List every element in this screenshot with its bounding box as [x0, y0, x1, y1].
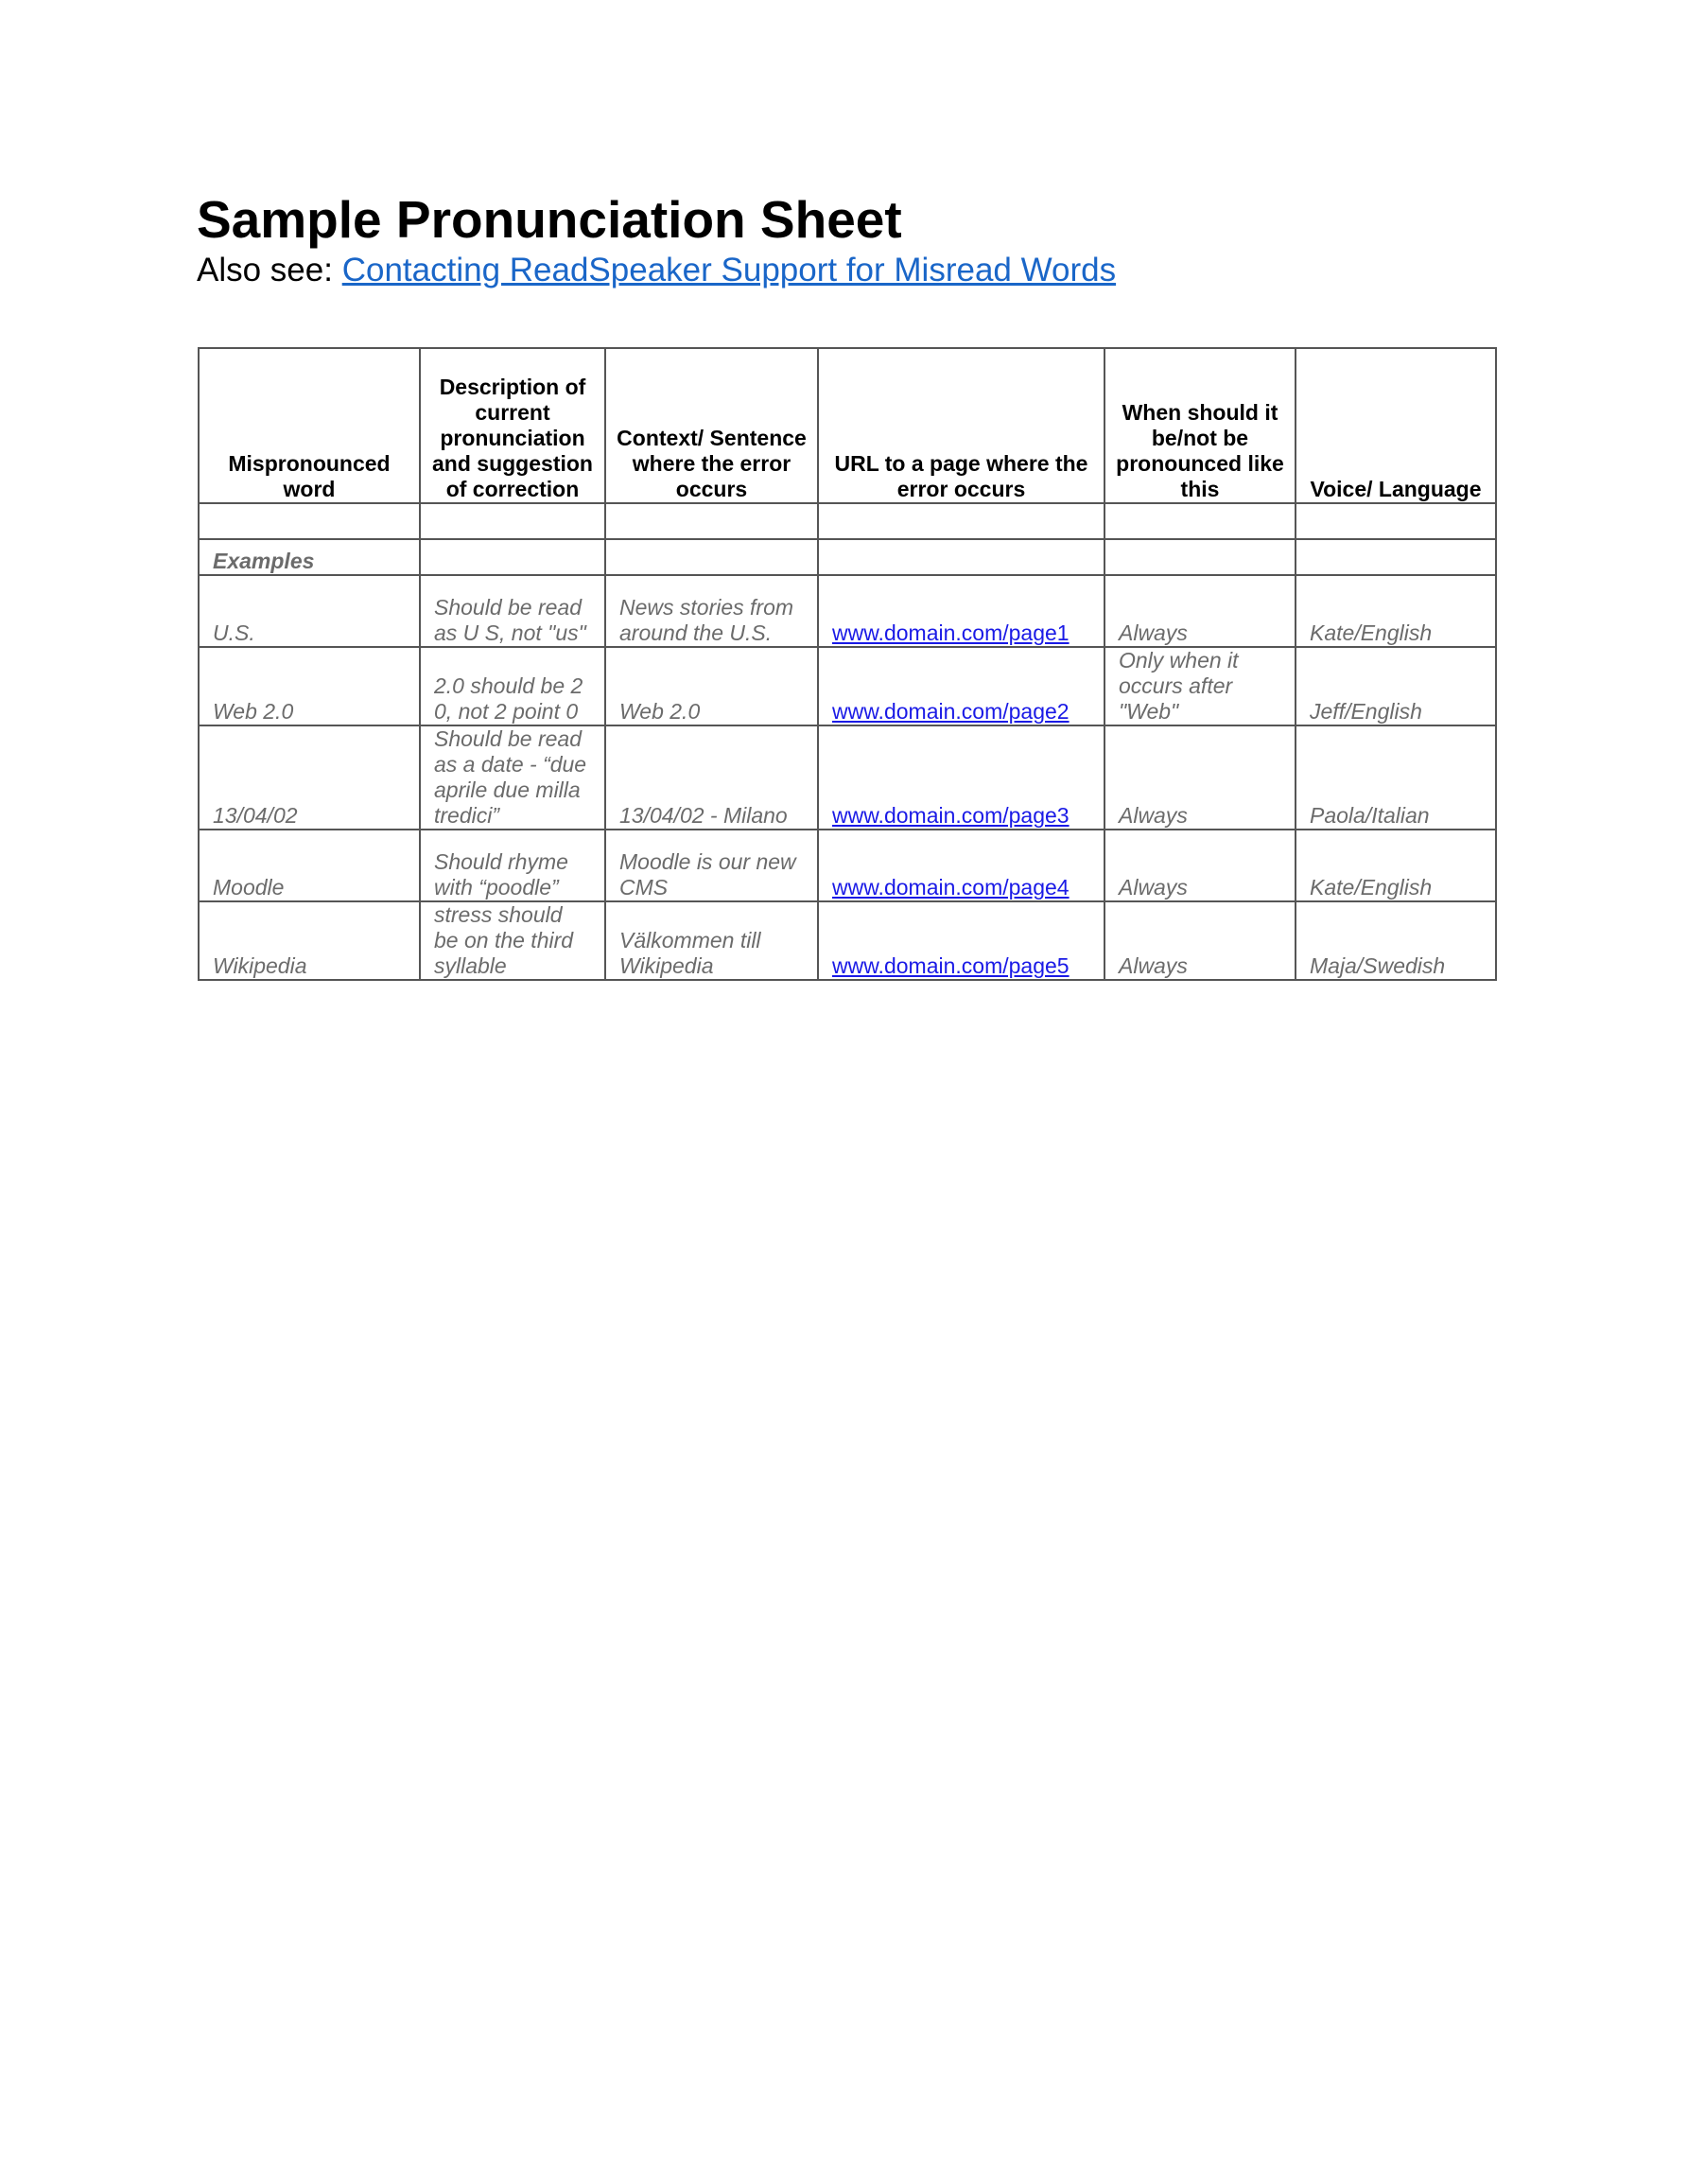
word-cell: Wikipedia: [199, 901, 420, 980]
also-see-prefix: Also see:: [197, 252, 342, 288]
pronunciation-table: [198, 347, 1497, 981]
table-cell: [420, 503, 605, 539]
header-when: When should it be/not be pronounced like this: [1104, 348, 1296, 503]
context-cell: 13/04/02 - Milano: [605, 725, 818, 830]
table-row: [199, 647, 1496, 725]
url-link[interactable]: www.domain.com/page2: [832, 699, 1070, 724]
table-cell: [818, 539, 1104, 575]
url-link[interactable]: www.domain.com/page4: [832, 875, 1070, 900]
header-mispronounced-word: Mispronounced word: [199, 348, 420, 503]
when-cell: Always: [1104, 725, 1296, 830]
description-cell: 2.0 should be 2 0, not 2 point 0: [420, 647, 605, 725]
when-cell: Always: [1104, 901, 1296, 980]
url-cell: [818, 901, 1104, 980]
description-cell: stress should be on the third syllable: [420, 901, 605, 980]
header-context: Context/ Sentence where the error occurs: [605, 348, 818, 503]
header-row: [199, 348, 1496, 503]
voice-cell: Maja/Swedish: [1296, 901, 1496, 980]
when-cell: Always: [1104, 575, 1296, 647]
description-cell: Should be read as U S, not "us": [420, 575, 605, 647]
when-cell: Only when it occurs after "Web": [1104, 647, 1296, 725]
table-cell: [1104, 539, 1296, 575]
table-cell: [605, 539, 818, 575]
word-cell: Web 2.0: [199, 647, 420, 725]
examples-label: Examples: [199, 539, 420, 575]
description-cell: Should be read as a date - “due aprile due milla tredici”: [420, 725, 605, 830]
url-cell: [818, 725, 1104, 830]
context-cell: News stories from around the U.S.: [605, 575, 818, 647]
word-cell: 13/04/02: [199, 725, 420, 830]
table-cell: [818, 503, 1104, 539]
header-voice-language: Voice/ Language: [1296, 348, 1496, 503]
table-row: [199, 725, 1496, 830]
context-cell: Moodle is our new CMS: [605, 830, 818, 901]
voice-cell: Paola/Italian: [1296, 725, 1496, 830]
word-cell: U.S.: [199, 575, 420, 647]
url-link[interactable]: www.domain.com/page1: [832, 620, 1070, 645]
url-link[interactable]: www.domain.com/page5: [832, 953, 1070, 978]
table-row: [199, 575, 1496, 647]
context-cell: Web 2.0: [605, 647, 818, 725]
support-link[interactable]: Contacting ReadSpeaker Support for Misread Words: [341, 252, 1117, 288]
url-cell: [818, 575, 1104, 647]
url-link[interactable]: www.domain.com/page3: [832, 803, 1070, 828]
table-cell: [199, 503, 420, 539]
description-cell: Should rhyme with “poodle”: [420, 830, 605, 901]
also-see-line: [197, 251, 1116, 290]
header-description: Description of current pronunciation and suggestion of correction: [420, 348, 605, 503]
header-url: URL to a page where the error occurs: [818, 348, 1104, 503]
blank-row: [199, 503, 1496, 539]
table-cell: [420, 539, 605, 575]
voice-cell: Kate/English: [1296, 830, 1496, 901]
table-cell: [1104, 503, 1296, 539]
examples-row: [199, 539, 1496, 575]
url-cell: [818, 647, 1104, 725]
page-title: Sample Pronunciation Sheet: [197, 190, 902, 249]
context-cell: Välkommen till Wikipedia: [605, 901, 818, 980]
voice-cell: Kate/English: [1296, 575, 1496, 647]
table-cell: [1296, 503, 1496, 539]
table-row: [199, 830, 1496, 901]
url-cell: [818, 830, 1104, 901]
word-cell: Moodle: [199, 830, 420, 901]
voice-cell: Jeff/English: [1296, 647, 1496, 725]
table-cell: [1296, 539, 1496, 575]
table-cell: [605, 503, 818, 539]
table-row: [199, 901, 1496, 980]
when-cell: Always: [1104, 830, 1296, 901]
